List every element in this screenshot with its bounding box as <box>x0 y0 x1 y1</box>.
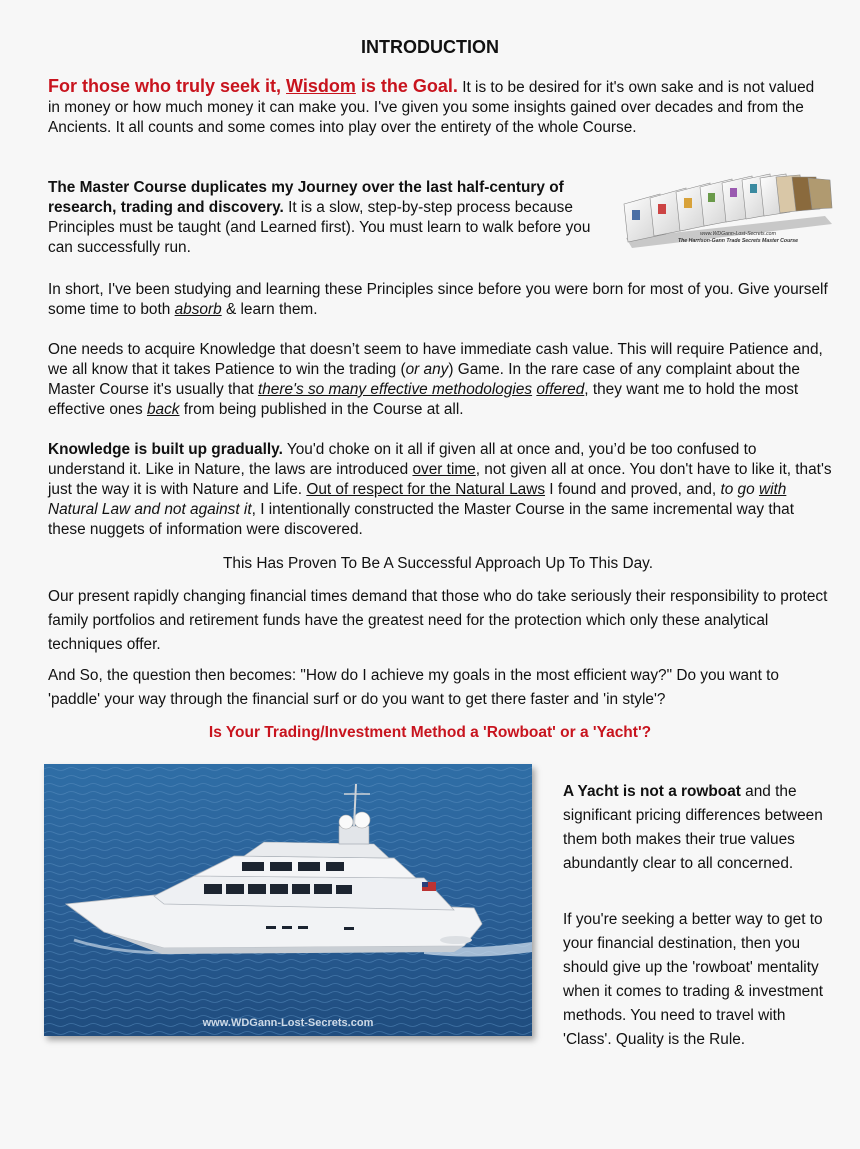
yacht-image-watermark: www.WDGann-Lost-Secrets.com <box>202 1017 374 1029</box>
paragraph-master-course: The Master Course duplicates my Journey over the last half-century of research, trading and discovery. It is a slow, step-by-step process because Principles must be taught (and Learned first). You must learn to walk before you can successfully run. <box>48 179 591 256</box>
yacht-image <box>44 764 532 1036</box>
books-caption-title: The Harrison-Gann Trade Secrets Master Course <box>677 238 799 244</box>
rowboat-yacht-heading: Is Your Trading/Investment Method a 'Rowboat' or a 'Yacht'? <box>208 724 652 741</box>
paragraph-wisdom: For those who truly seek it, Wisdom is the Goal. It is to be desired for it's own sake and is not valued in money or how much money it can make you. I've given you some insights gained over decades and from the Ancients. It all counts and some comes into play over the entirety of the whole Course. <box>48 76 815 136</box>
paragraph-question: And So, the question then becomes: "How do I achieve my goals in the most efficient way?" Do you want to 'paddle' your way through the financial surf or do you want to get there faster and 'in style'? <box>48 667 779 708</box>
paragraph-financial-times: Our present rapidly changing financial times demand that those who do take seriously their responsibility to protect family portfolios and retirement funds have the greatest need for the protection which only these analytical techniques offer. <box>48 588 828 653</box>
paragraph-in-short: In short, I've been studying and learning these Principles since before you were born for most of you. Give yourself some time to both absorb & learn them. <box>48 281 828 318</box>
side-paragraph-yacht: A Yacht is not a rowboat and the significant pricing differences between them both makes their true values abundantly clear to all concerned. <box>563 783 823 872</box>
page-title: INTRODUCTION <box>361 37 499 57</box>
books-caption-url: www.WDGann-Lost-Secrets.com <box>700 231 776 237</box>
lead-phrase: For those who truly seek it, Wisdom is the Goal. <box>48 76 458 96</box>
paragraph-knowledge-patience: One needs to acquire Knowledge that doesn’t seem to have immediate cash value. This will require Patience and, we all know that it takes Patience to win the trading (or any) Game. In the rare case of any complaint about the Master Course it's usually that there's so many effective methodologies offered, they want me to hold the most effective ones back from being published in the Course at all. <box>48 341 823 418</box>
paragraph-knowledge-gradual: Knowledge is built up gradually. You'd choke on it all if given all at once and, you’d be too confused to understand it. Like in Nature, the laws are introduced over time, not given all at once. You don't have to like it, that's just the way it is with Nature and Life. Out of respect for the Natural Laws I found and proved, and, to go with Natural Law and not against it, I intentionally constructed the Master Course in the same incremental way that these nuggets of information were discovered. <box>48 441 832 538</box>
course-books-image <box>620 172 835 252</box>
side-paragraph-destination: If you're seeking a better way to get to your financial destination, then you should give up the 'rowboat' mentality when it comes to trading & investment methods. You need to travel with 'Class'. Quality is the Rule. <box>563 911 824 1048</box>
proven-approach-line: This Has Proven To Be A Successful Approach Up To This Day. <box>222 555 654 572</box>
